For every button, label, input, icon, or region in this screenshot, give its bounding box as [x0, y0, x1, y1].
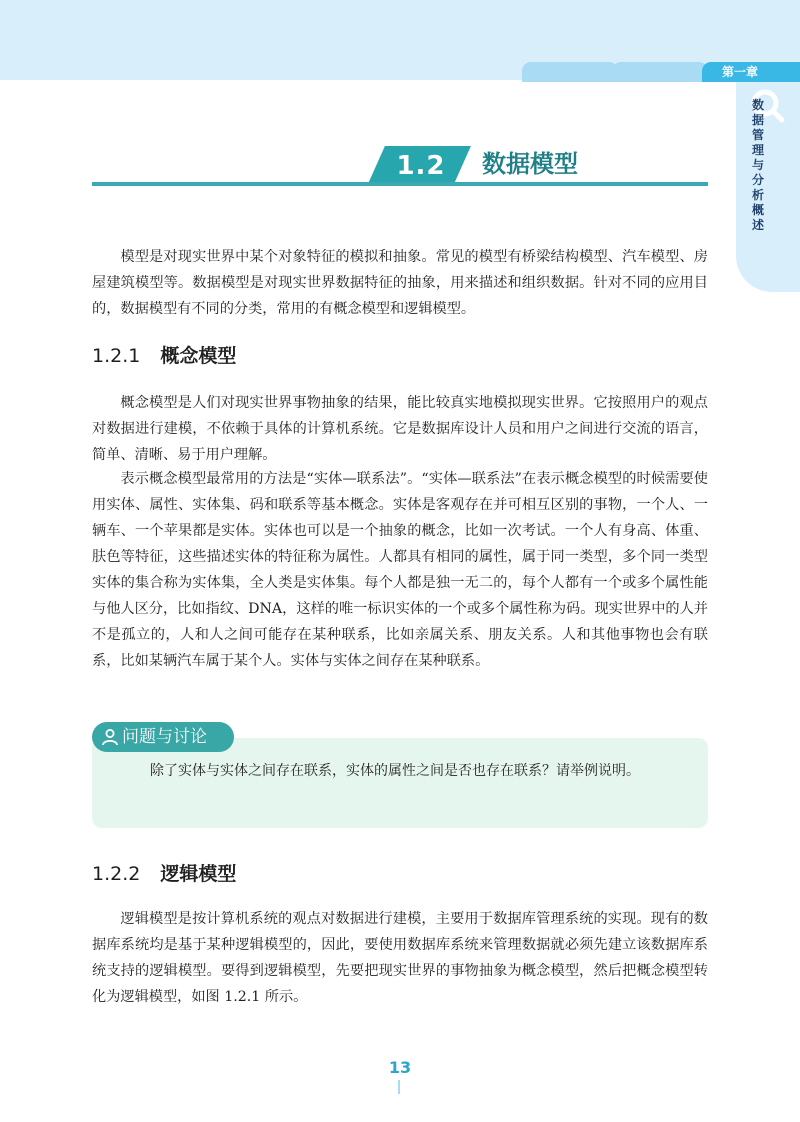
chapter-tab-decor-2	[612, 62, 708, 82]
subsection-title: 概念模型	[160, 345, 237, 367]
page-number: 13	[388, 1058, 412, 1077]
concept-paragraph-1: 概念模型是人们对现实世界事物抽象的结果，能比较真实地模拟现实世界。它按照用户的观点对数据进行建模，不依赖于具体的计算机系统。它是数据库设计人员和用户之间进行交流的语言，简单、清晰、易于用户理解。	[92, 395, 708, 463]
discussion-label-text: 问题与讨论	[122, 727, 207, 747]
chapter-tab-decor-1	[522, 62, 618, 82]
discussion-label	[92, 722, 234, 752]
page-number-tick	[398, 1080, 400, 1094]
concept-paragraph-2: 表示概念模型最常用的方法是“实体—联系法”。“实体—联系法”在表示概念模型的时候需要使用实体、属性、实体集、码和联系等基本概念。实体是客观存在并可相互区别的事物，一个人、一辆车、一个苹果都是实体。实体也可以是一个抽象的概念，比如一次考试。一个人有身高、体重、肤色等特征，这些描述实体的特征称为属性。人都具有相同的属性，属于同一类型，多个同一类型实体的集合称为实体集，全人类是实体集。每个人都是独一无二的，每个人都有一个或多个属性能与他人区分，比如指纹、DNA，这样的唯一标识实体的一个或多个属性称为码。现实世界中的人并不是孤立的，人和人之间可能存在某种联系，比如亲属关系、朋友关系。人和其他事物也会有联系，比如某辆汽车属于某个人。实体与实体之间存在某种联系。	[92, 471, 708, 669]
chapter-tabs	[522, 62, 800, 82]
section-heading	[92, 142, 708, 190]
section-number: 1.2	[396, 151, 446, 181]
section-number-badge	[392, 146, 450, 186]
subsection-number: 1.2.2	[92, 863, 141, 885]
subsection-title: 逻辑模型	[160, 863, 237, 885]
people-icon	[101, 728, 119, 746]
side-book-tab	[736, 82, 800, 292]
section-title: 数据模型	[482, 150, 578, 178]
discussion-text: 除了实体与实体之间存在联系，实体的属性之间是否也存在联系？请举例说明。	[150, 763, 640, 779]
subsection-heading-2	[92, 860, 236, 888]
logic-paragraph-1: 逻辑模型是按计算机系统的观点对数据进行建模，主要用于数据库管理系统的实现。现有的数据库系统均是基于某种逻辑模型的，因此，要使用数据库系统来管理数据就必须先建立该数据库系统支持的逻辑模型。要得到逻辑模型，先要把现实世界的事物抽象为概念模型，然后把概念模型转化为逻辑模型，如图 1.2.1 所示。	[92, 911, 708, 1005]
chapter-label: 第一章	[702, 62, 800, 82]
subsection-heading-1	[92, 342, 236, 370]
subsection-number: 1.2.1	[92, 345, 141, 367]
book-title-vertical: 数据管理与分析概述	[752, 98, 765, 232]
intro-paragraph: 模型是对现实世界中某个对象特征的模拟和抽象。常见的模型有桥梁结构模型、汽车模型、房屋建筑模型等。数据模型是对现实世界数据特征的抽象，用来描述和组织数据。针对不同的应用目的，数据模型有不同的分类，常用的有概念模型和逻辑模型。	[92, 249, 708, 317]
